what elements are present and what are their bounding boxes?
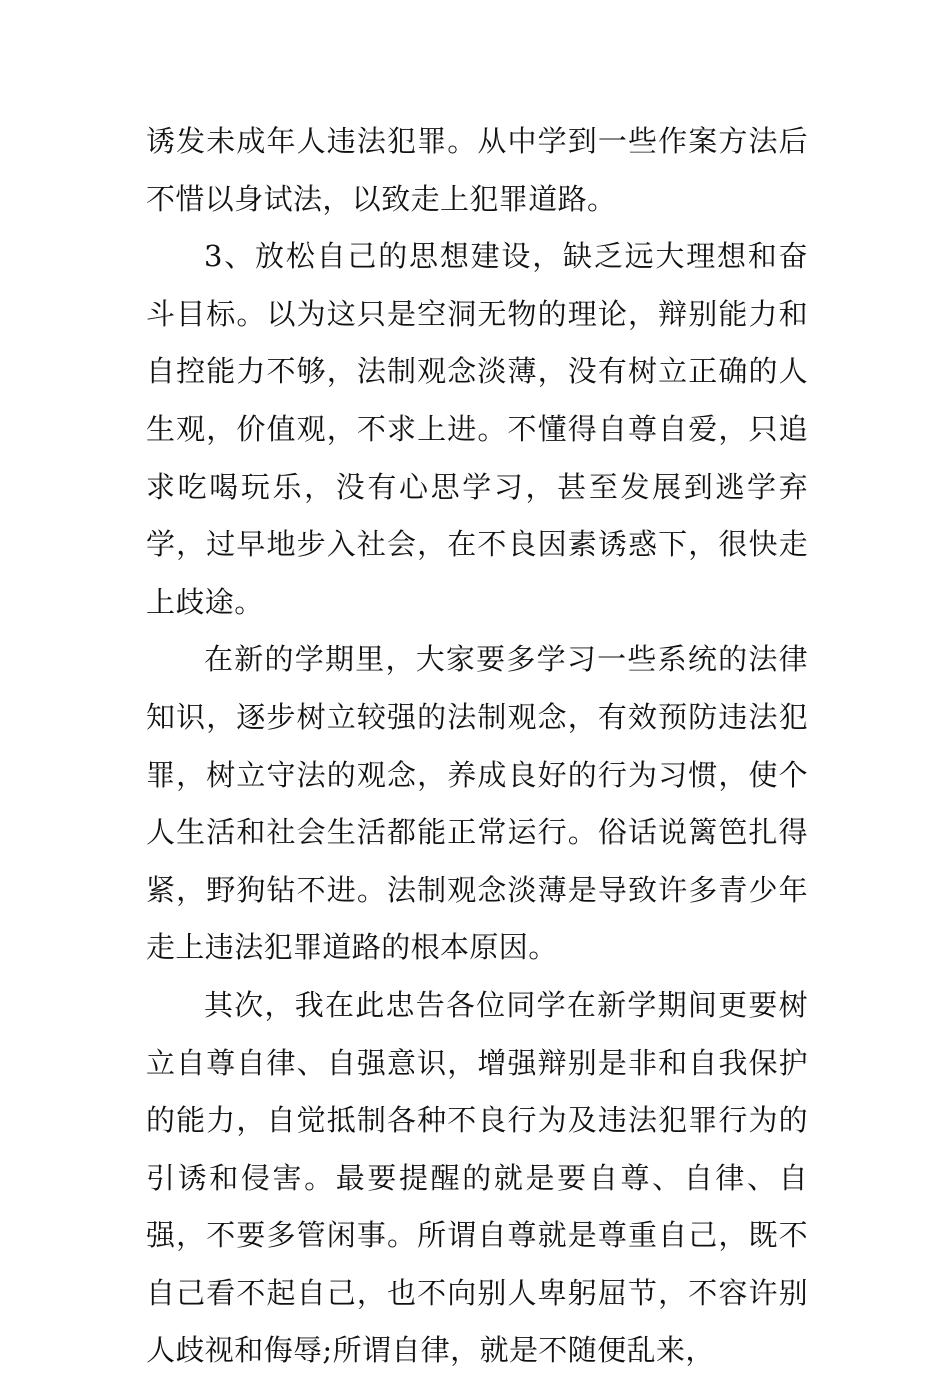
document-body: [146, 113, 808, 1380]
paragraph-continuation: 诱发未成年人违法犯罪。从中学到一些作案方法后不惜以身试法，以致走上犯罪道路。: [146, 124, 808, 216]
paragraph-point-3: 3、放松自己的思想建设，缺乏远大理想和奋斗目标。以为这只是空洞无物的理论，辩别能力和自控能力不够，法制观念淡薄，没有树立正确的人生观，价值观，不求上进。不懂得自尊自爱，只追求吃喝玩乐，没有心思学习，甚至发展到逃学弃学，过早地步入社会，在不良因素诱惑下，很快走上歧途。: [146, 239, 808, 619]
paragraph-secondly: 其次，我在此忠告各位同学在新学期间更要树立自尊自律、自强意识，增强辩别是非和自我保护的能力，自觉抵制各种不良行为及违法犯罪行为的引诱和侵害。最要提醒的就是要自尊、自律、自强，不要多管闲事。所谓自尊就是尊重自己，既不自己看不起自己，也不向别人卑躬屈节，不容许别人歧视和侮辱;所谓自律，就是不随便乱来，: [146, 987, 808, 1368]
paragraph-new-semester: 在新的学期里，大家要多学习一些系统的法律知识，逐步树立较强的法制观念，有效预防违法犯罪，树立守法的观念，养成良好的行为习惯，使个人生活和社会生活都能正常运行。俗话说篱笆扎得紧，野狗钻不进。法制观念淡薄是导致许多青少年走上违法犯罪道路的根本原因。: [146, 642, 808, 965]
